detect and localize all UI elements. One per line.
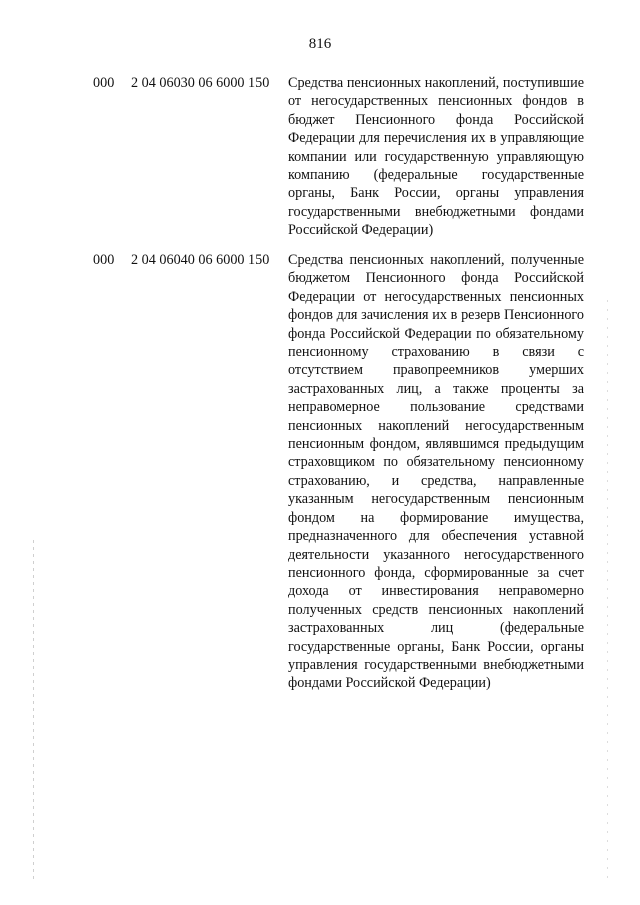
page-number: 816 [308,36,332,52]
income-description: Средства пенсионных накоплений, полученные бюджетом Пенсионного фонда Российской Федерации от негосударственных пенсионных фондов для зачисления их в резерв Пенсионного фонда Российской Федерации по обязательному пенсионному страхованию в связи с отсутствием правопреемников умерших застрахованных лиц, а также проценты за неправомерное пользование средствами пенсионных накоплений негосударственным пенсионным фондом, являвшимся предыдущим страховщиком по обязательному пенсионному страхованию, и средства, направленные указанным негосударственным пенсионным фондом на формирование имущества, предназначенного для обеспечения уставной деятельности указанного негосударственного пенсионного фонда, сформированные за счет дохода от инвестирования неправомерно полученных средств пенсионных накоплений застрахованных лиц (федеральные государственные органы, Банк России, органы управления государственными внебюджетными фондами Российской Федерации) [288,252,584,692]
income-description: Средства пенсионных накоплений, поступившие от негосударственных пенсионных фондов в бюджет Пенсионного фонда Российской Федерации для перечисления их в управляющие компании или государственную управляющую компанию (федеральные государственные органы, Банк России, органы управления государственными внебюджетными фондами Российской Федерации) [288,75,584,239]
admin-code: 000 [93,252,115,268]
classification-code: 2 04 06040 06 6000 150 [131,252,270,268]
scan-artifact-left [33,540,34,880]
budget-code-entry [93,251,593,693]
admin-code: 000 [93,75,115,91]
scan-artifact-right [607,300,608,880]
budget-code-entry [93,74,593,240]
classification-code: 2 04 06030 06 6000 150 [131,75,270,91]
